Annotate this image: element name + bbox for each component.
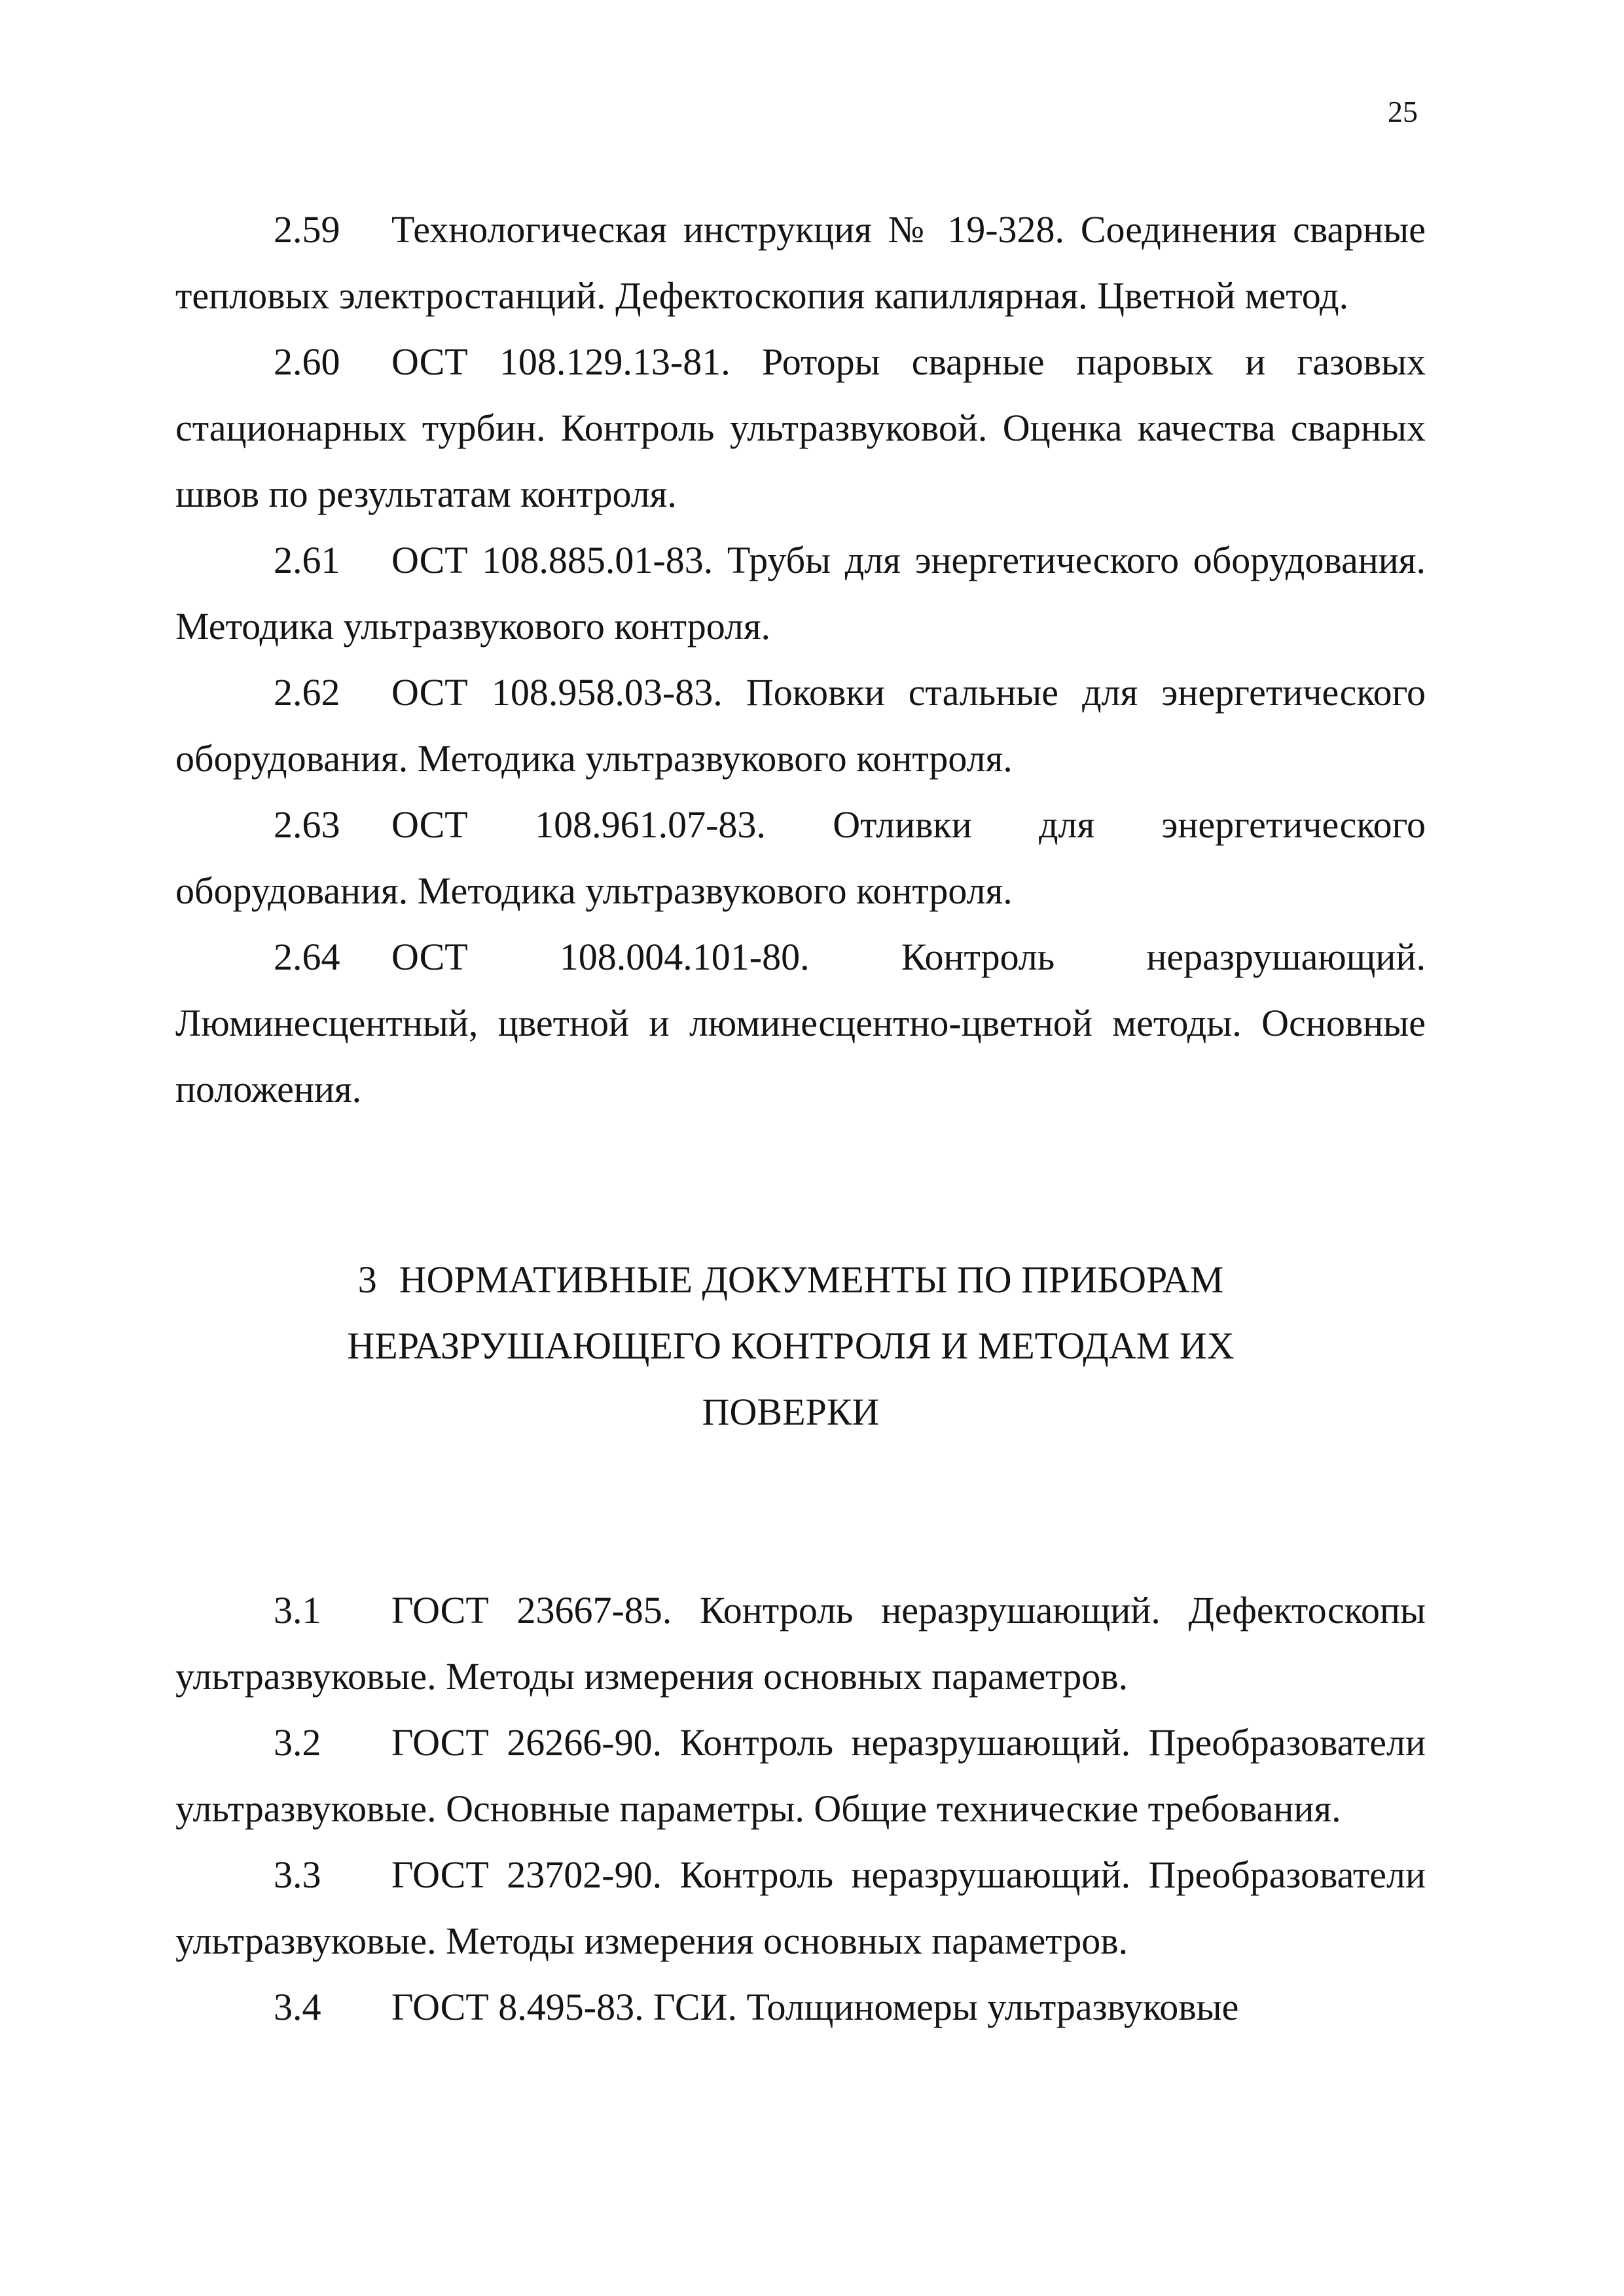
item-text: ОСТ 108.885.01-83. Трубы для энергетического оборудования. Методика ультразвукового контроля. (175, 539, 1426, 647)
list-item-3-4 (175, 1974, 1426, 2040)
item-text: ГОСТ 23702-90. Контроль неразрушающий. Преобразователи ультразвуковые. Методы измерения основных параметров. (175, 1853, 1426, 1962)
list-item-2-63 (175, 792, 1426, 924)
list-item-3-1 (175, 1577, 1426, 1709)
item-number: 3.2 (274, 1721, 321, 1764)
page-number: 25 (1388, 95, 1418, 128)
item-text: ОСТ 108.129.13-81. Роторы сварные паровых и газовых стационарных турбин. Контроль ультразвуковой. Оценка качества сварных швов по результатам контроля. (175, 340, 1426, 515)
item-number: 2.61 (274, 539, 340, 581)
item-number: 3.1 (274, 1589, 321, 1631)
list-item-2-61 (175, 527, 1426, 659)
list-item-3-3 (175, 1842, 1426, 1974)
item-number: 3.4 (274, 1986, 321, 2028)
list-item-2-60 (175, 329, 1426, 527)
list-item-3-2 (175, 1709, 1426, 1842)
item-number: 2.64 (274, 936, 340, 978)
item-number: 3.3 (274, 1853, 321, 1896)
section-heading (175, 1247, 1426, 1445)
item-text: ГОСТ 26266-90. Контроль неразрушающий. Преобразователи ультразвуковые. Основные параметры. Общие технические требования. (175, 1721, 1426, 1830)
list-item-2-62 (175, 659, 1426, 792)
section-number: 3 (357, 1258, 377, 1301)
section-title: НОРМАТИВНЫЕ ДОКУМЕНТЫ ПО ПРИБОРАМ НЕРАЗРУШАЮЩЕГО КОНТРОЛЯ И МЕТОДАМ ИХ ПОВЕРКИ (347, 1258, 1235, 1433)
item-text: ГОСТ 23667-85. Контроль неразрушающий. Дефектоскопы ультразвуковые. Методы измерения основных параметров. (175, 1589, 1426, 1698)
item-number: 2.63 (274, 803, 340, 846)
item-number: 2.62 (274, 671, 340, 714)
item-text: ОСТ 108.961.07-83. Отливки для энергетического оборудования. Методика ультразвукового контроля. (175, 803, 1426, 912)
page-content (175, 196, 1426, 2040)
item-text: ГОСТ 8.495-83. ГСИ. Толщиномеры ультразвуковые (391, 1986, 1239, 2028)
item-text: Технологическая инструкция № 19-328. Соединения сварные тепловых электростанций. Дефектоскопия капиллярная. Цветной метод. (175, 208, 1426, 317)
item-number: 2.59 (274, 208, 340, 251)
list-item-2-64 (175, 924, 1426, 1122)
item-text: ОСТ 108.958.03-83. Поковки стальные для энергетического оборудования. Методика ультразвукового контроля. (175, 671, 1426, 780)
item-text: ОСТ 108.004.101-80. Контроль неразрушающий. Люминесцентный, цветной и люминесцентно-цветной методы. Основные положения. (175, 936, 1426, 1110)
item-number: 2.60 (274, 340, 340, 383)
list-item-2-59 (175, 196, 1426, 329)
